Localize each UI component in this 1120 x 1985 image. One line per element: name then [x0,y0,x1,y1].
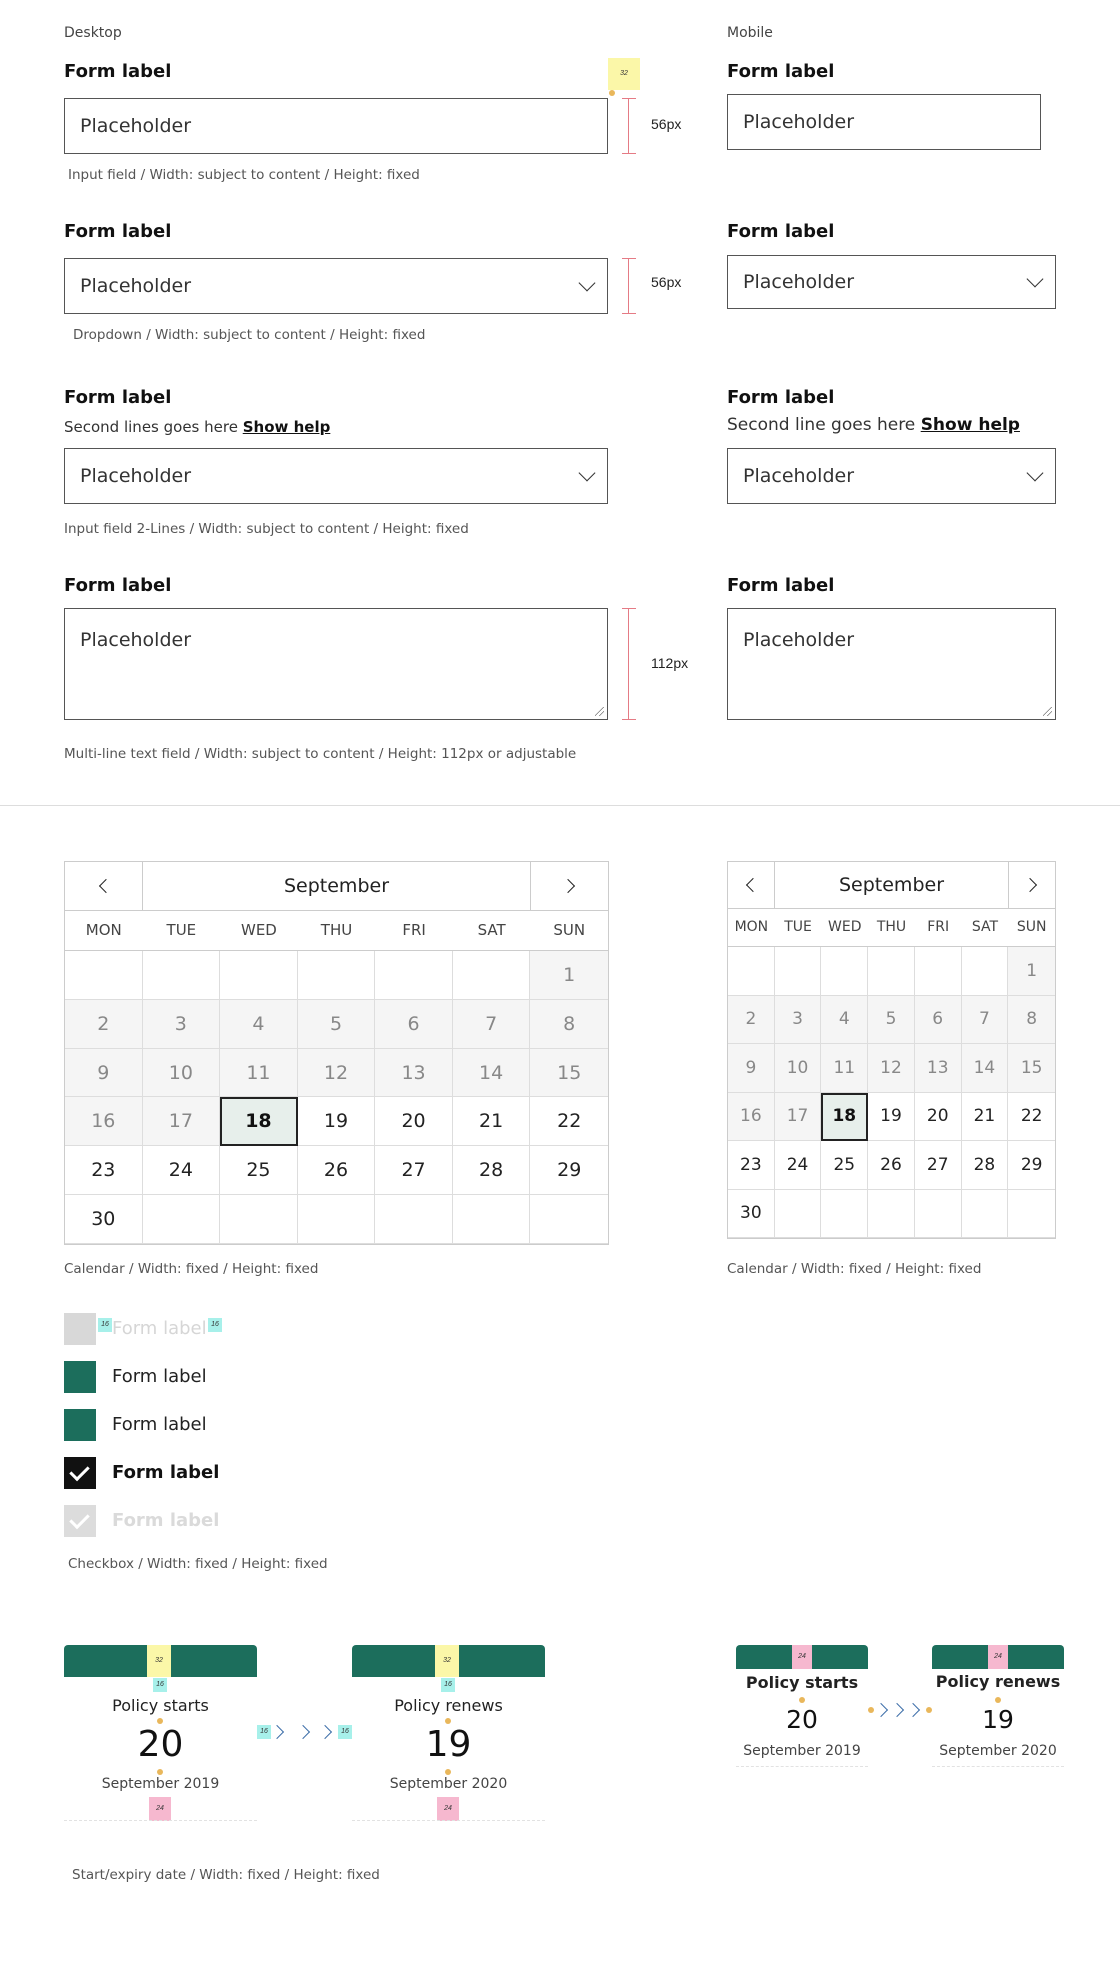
card-baseline [932,1766,1064,1767]
policy-day: 20 [137,1724,184,1765]
day-cell: 8 [1008,996,1055,1045]
empty-day-cell [143,1195,221,1244]
empty-day-cell [775,1190,822,1239]
show-help-link[interactable]: Show help [920,415,1020,435]
empty-day-cell [530,1195,608,1244]
day-cell: 16 [65,1097,143,1146]
day-cell[interactable]: 23 [65,1146,143,1195]
spec-dot [995,1697,1001,1703]
checkbox-focus[interactable] [64,1409,96,1441]
empty-day-cell [915,1190,962,1239]
empty-day-cell [143,951,221,1000]
chevron-left-icon [746,878,760,892]
day-cell[interactable]: 24 [143,1146,221,1195]
day-cell: 15 [530,1049,608,1098]
empty-day-cell [375,1195,453,1244]
form-label: Form label [64,575,172,596]
day-cell[interactable]: 29 [1008,1141,1055,1190]
spec-note-32: 32 [435,1645,459,1677]
checkbox-label: Form label [112,1462,220,1483]
policy-day: 19 [425,1724,472,1765]
day-cell: 5 [298,1000,376,1049]
empty-day-cell [298,1195,376,1244]
weekday-label: MON [85,921,122,939]
checkbox-label: Form label [112,1510,220,1531]
empty-day-cell [775,947,822,996]
spec-note-24: 24 [988,1645,1008,1669]
calendar-desktop [64,861,609,1245]
chevron-down-icon [1027,465,1044,482]
day-cell: 6 [375,1000,453,1049]
mobile-heading: Mobile [727,25,773,41]
day-cell: 12 [298,1049,376,1098]
checkmark-icon [69,1461,90,1482]
weekday-label: SUN [1016,919,1047,935]
policy-start-card [64,1645,257,1821]
policy-title: Policy renews [394,1696,503,1715]
input2-caption: Input field 2-Lines / Width: subject to content / Height: fixed [64,521,469,537]
spec-note-16: 16 [153,1678,167,1692]
weekday-label: MON [734,919,769,935]
form-label: Form label [64,61,172,82]
calendar-caption: Calendar / Width: fixed / Height: fixed [64,1261,319,1277]
day-cell: 15 [1008,1044,1055,1093]
form-label: Form label [727,221,835,242]
chevron-right-icon [1023,878,1037,892]
form-label: Form label [64,387,172,408]
calendar-caption: Calendar / Width: fixed / Height: fixed [727,1261,982,1277]
height-measure [622,258,636,314]
empty-day-cell [220,951,298,1000]
height-measure [622,98,636,154]
day-cell: 13 [915,1044,962,1093]
empty-day-cell [453,1195,531,1244]
chevron-right-icon [318,1725,332,1739]
dropdown-mobile[interactable] [727,255,1056,309]
day-cell: 10 [143,1049,221,1098]
day-cell: 12 [868,1044,915,1093]
spec-note-16: 16 [441,1678,455,1692]
height-measure-label: 112px [651,655,689,671]
desktop-heading: Desktop [64,25,122,41]
chevron-left-icon [98,879,112,893]
empty-day-cell [962,1190,1009,1239]
day-cell: 17 [775,1093,822,1142]
spec-note-16: 16 [338,1725,352,1739]
day-cell: 16 [728,1093,775,1142]
spec-note-24: 24 [437,1797,459,1821]
empty-day-cell [1008,1190,1055,1239]
spec-note-24: 24 [792,1645,812,1669]
textarea-mobile[interactable] [727,608,1056,720]
month-title: September [283,875,390,897]
chevron-right-icon [560,879,574,893]
next-month-button[interactable] [1008,862,1055,908]
checkbox-checked[interactable] [64,1457,96,1489]
checkmark-icon [69,1509,90,1530]
dropdown-2line[interactable] [64,448,608,504]
day-cell: 8 [530,1000,608,1049]
help-line [727,415,1020,435]
height-measure-label: 56px [651,274,682,290]
empty-day-cell [298,951,376,1000]
prev-month-button[interactable] [728,862,775,908]
spec-note-16: 16 [208,1318,222,1332]
card-baseline [736,1766,868,1767]
spec-dot [799,1697,805,1703]
empty-day-cell [962,947,1009,996]
day-cell: 7 [453,1000,531,1049]
day-cell[interactable]: 21 [962,1093,1009,1142]
checkbox-caption: Checkbox / Width: fixed / Height: fixed [68,1556,328,1572]
chevron-right-icon [270,1725,284,1739]
placeholder-text: Placeholder [80,629,192,651]
empty-day-cell [868,1190,915,1239]
form-label: Form label [727,575,835,596]
checkbox-disabled[interactable] [64,1313,96,1345]
policy-day: 20 [786,1705,818,1734]
day-cell: 6 [915,996,962,1045]
text-input-mobile[interactable] [727,94,1041,150]
policy-title: Policy renews [935,1672,1061,1691]
day-cell: 4 [821,996,868,1045]
weekday-label: THU [876,919,907,935]
empty-day-cell [728,947,775,996]
next-month-button[interactable] [530,862,608,910]
show-help-link[interactable]: Show help [242,418,331,436]
day-cell[interactable]: 27 [915,1141,962,1190]
day-cell: 13 [375,1049,453,1098]
text-input[interactable] [64,98,608,154]
form-label: Form label [727,387,835,408]
weekday-label: SAT [971,919,999,935]
day-cell[interactable]: 25 [821,1141,868,1190]
day-cell[interactable]: 24 [775,1141,822,1190]
weekday-label: THU [320,921,353,939]
textarea-caption: Multi-line text field / Width: subject to content / Height: 112px or adjustable [64,746,577,762]
day-cell: 10 [775,1044,822,1093]
chevron-right-icon [296,1725,310,1739]
day-grid [65,951,608,1244]
weekday-row [65,910,608,951]
weekday-label: TUE [784,919,812,935]
day-cell: 11 [220,1049,298,1098]
spec-dot [609,90,615,96]
day-cell: 2 [65,1000,143,1049]
calendar-header [728,862,1055,909]
help-text: Second lines goes here [64,418,238,436]
chevron-down-icon [579,465,596,482]
spec-dot [157,1769,163,1775]
weekday-label: WED [828,919,862,935]
day-cell[interactable]: 23 [728,1141,775,1190]
input-caption: Input field / Width: subject to content / Height: fixed [68,167,420,183]
placeholder-text: Placeholder [80,115,192,137]
policy-renew-card-mobile [932,1645,1064,1767]
chevron-down-icon [1027,271,1044,288]
placeholder-text: Placeholder [743,271,855,293]
chevron-right-icon [890,1703,904,1717]
policy-start-card-mobile [736,1645,868,1767]
calendar-header [65,862,608,911]
weekday-label: TUE [166,921,197,939]
chevron-down-icon [579,275,596,292]
day-cell[interactable]: 28 [962,1141,1009,1190]
policy-month: September 2020 [939,1743,1057,1759]
day-cell: 2 [728,996,775,1045]
day-cell: 17 [143,1097,221,1146]
day-cell: 3 [775,996,822,1045]
empty-day-cell [915,947,962,996]
day-cell: 3 [143,1000,221,1049]
day-cell[interactable]: 26 [868,1141,915,1190]
dropdown-2line-mobile[interactable] [727,448,1056,504]
spec-note-24: 24 [149,1797,171,1821]
spec-dot [445,1769,451,1775]
height-measure [622,608,636,720]
day-cell[interactable]: 22 [530,1097,608,1146]
placeholder-text: Placeholder [743,465,855,487]
day-cell: 5 [868,996,915,1045]
day-cell: 11 [821,1044,868,1093]
day-cell: 1 [530,951,608,1000]
day-cell: 1 [1008,947,1055,996]
empty-day-cell [220,1195,298,1244]
day-cell[interactable]: 22 [1008,1093,1055,1142]
weekday-label: SUN [553,921,586,939]
chevron-right-icon [906,1703,920,1717]
policy-renew-card [352,1645,545,1821]
weekday-label: WED [240,921,277,939]
selected-day-cell[interactable]: 18 [220,1097,298,1146]
spec-note-16: 16 [98,1318,112,1332]
day-cell[interactable]: 20 [915,1093,962,1142]
day-cell[interactable]: 26 [298,1146,376,1195]
weekday-row [728,908,1055,947]
spec-note-32: 32 [147,1645,171,1677]
checkbox-hover[interactable] [64,1361,96,1393]
day-cell[interactable]: 27 [375,1146,453,1195]
empty-day-cell [868,947,915,996]
checkbox-label: Form label [112,1414,207,1435]
day-cell: 14 [962,1044,1009,1093]
resize-handle[interactable] [1043,707,1052,716]
dropdown[interactable] [64,258,608,314]
policy-title: Policy starts [745,1673,859,1692]
dropdown-caption: Dropdown / Width: subject to content / Height: fixed [73,327,426,343]
resize-handle[interactable] [595,707,604,716]
empty-day-cell [821,947,868,996]
weekday-label: SAT [477,921,506,939]
chevron-right-icon [874,1703,888,1717]
placeholder-text: Placeholder [80,275,192,297]
weekday-label: FRI [402,921,426,939]
day-grid [728,947,1055,1238]
day-cell: 9 [728,1044,775,1093]
calendar-mobile [727,861,1056,1239]
empty-day-cell [65,951,143,1000]
selected-day-cell[interactable]: 18 [821,1093,868,1142]
day-cell: 14 [453,1049,531,1098]
policy-title: Policy starts [112,1696,209,1715]
checkbox-label: Form label [112,1366,207,1387]
day-cell[interactable]: 30 [728,1190,775,1239]
day-cell: 9 [65,1049,143,1098]
day-cell[interactable]: 21 [453,1097,531,1146]
spec-note-16: 16 [257,1725,271,1739]
day-cell[interactable]: 28 [453,1146,531,1195]
card-baseline [352,1820,545,1821]
help-text: Second line goes here [727,415,916,435]
height-measure-label: 56px [651,116,682,132]
month-title: September [838,874,945,896]
checkbox-label: Form label [112,1318,207,1339]
empty-day-cell [821,1190,868,1239]
date-caption: Start/expiry date / Width: fixed / Height: fixed [72,1867,380,1883]
policy-month: September 2020 [389,1776,508,1792]
day-cell: 7 [962,996,1009,1045]
prev-month-button[interactable] [65,862,143,910]
card-baseline [64,1820,257,1821]
day-cell[interactable]: 20 [375,1097,453,1146]
policy-month: September 2019 [743,1743,861,1759]
placeholder-text: Placeholder [80,465,192,487]
day-cell[interactable]: 19 [298,1097,376,1146]
placeholder-text: Placeholder [743,629,855,651]
day-cell[interactable]: 29 [530,1146,608,1195]
day-cell: 4 [220,1000,298,1049]
checkbox-checked-disabled[interactable] [64,1505,96,1537]
placeholder-text: Placeholder [743,111,855,133]
day-cell[interactable]: 30 [65,1195,143,1244]
form-label: Form label [727,61,835,82]
policy-month: September 2019 [101,1776,220,1792]
form-label: Form label [64,221,172,242]
help-line [64,418,330,436]
textarea[interactable] [64,608,608,720]
spec-note-32: 32 [608,58,640,90]
day-cell[interactable]: 19 [868,1093,915,1142]
empty-day-cell [375,951,453,1000]
day-cell[interactable]: 25 [220,1146,298,1195]
empty-day-cell [453,951,531,1000]
policy-day: 19 [982,1705,1014,1734]
weekday-label: FRI [927,919,950,935]
section-divider [0,805,1120,806]
